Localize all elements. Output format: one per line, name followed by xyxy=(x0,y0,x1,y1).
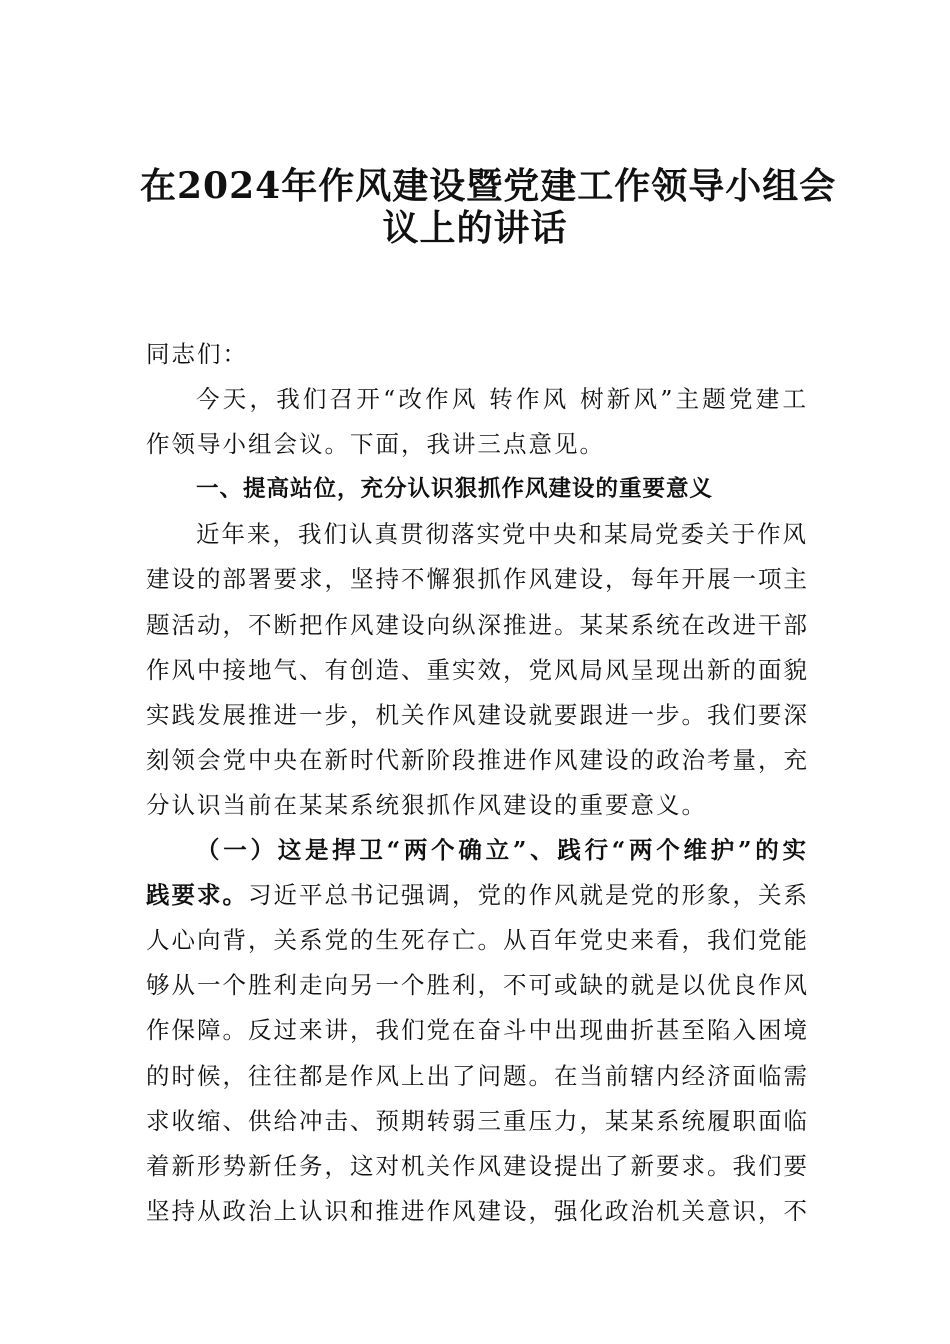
sub1-line-9: 坚持从政治上认识和推进作风建设，强化政治机关意识，不 xyxy=(146,1196,809,1225)
subsection-heading-1: （一）这是捍卫“两个确立”、践行“两个维护”的实 xyxy=(196,836,808,865)
para1-line-3: 题活动，不断把作风建设向纵深推进。某某系统在改进干部 xyxy=(146,610,809,639)
intro-line-2: 作领导小组会议。下面，我讲三点意见。 xyxy=(146,430,605,459)
para1-line-7: 分认识当前在某某系统狠抓作风建设的重要意义。 xyxy=(146,790,707,819)
para1-line-6: 刻领会党中央在新时代新阶段推进作风建设的政治考量，充 xyxy=(146,745,809,774)
intro-line-1: 今天，我们召开“改作风 转作风 树新风”主题党建工 xyxy=(196,385,808,414)
salutation: 同志们： xyxy=(146,340,248,368)
sub1-line-8: 着新形势新任务，这对机关作风建设提出了新要求。我们要 xyxy=(146,1151,809,1180)
sub1-line-4: 够从一个胜利走向另一个胜利，不可或缺的就是以优良作风 xyxy=(146,971,809,1000)
para1-line-1: 近年来，我们认真贯彻落实党中央和某局党委关于作风 xyxy=(196,520,808,549)
para1-line-5: 实践发展推进一步，机关作风建设就要跟进一步。我们要深 xyxy=(146,700,809,729)
sub1-line-5: 作保障。反过来讲，我们党在奋斗中出现曲折甚至陷入困境 xyxy=(146,1016,809,1045)
sub1-line-7: 求收缩、供给冲击、预期转弱三重压力，某某系统履职面临 xyxy=(146,1106,809,1135)
document-body xyxy=(146,332,808,1234)
para1-line-4: 作风中接地气、有创造、重实效，党风局风呈现出新的面貌 xyxy=(146,655,809,684)
document-title-line-2: 议上的讲话 xyxy=(382,207,568,249)
sub1-line-3: 人心向背，关系党的生死存亡。从百年党史来看，我们党能 xyxy=(146,926,809,955)
para1-line-2: 建设的部署要求，坚持不懈狠抓作风建设，每年开展一项主 xyxy=(146,565,809,594)
subsection-heading-1-end: 践要求。 xyxy=(146,881,248,910)
sub1-line-6: 的时候，往往都是作风上出了问题。在当前辖内经济面临需 xyxy=(146,1061,809,1090)
document-title-line-1: 在2024年作风建设暨党建工作领导小组会 xyxy=(140,165,837,207)
section-heading-1: 一、提高站位，充分认识狠抓作风建设的重要意义 xyxy=(196,476,714,503)
sub1-line-2-rest: 习近平总书记强调，党的作风就是党的形象，关系 xyxy=(248,881,809,910)
sub1-line-2 xyxy=(146,873,808,918)
